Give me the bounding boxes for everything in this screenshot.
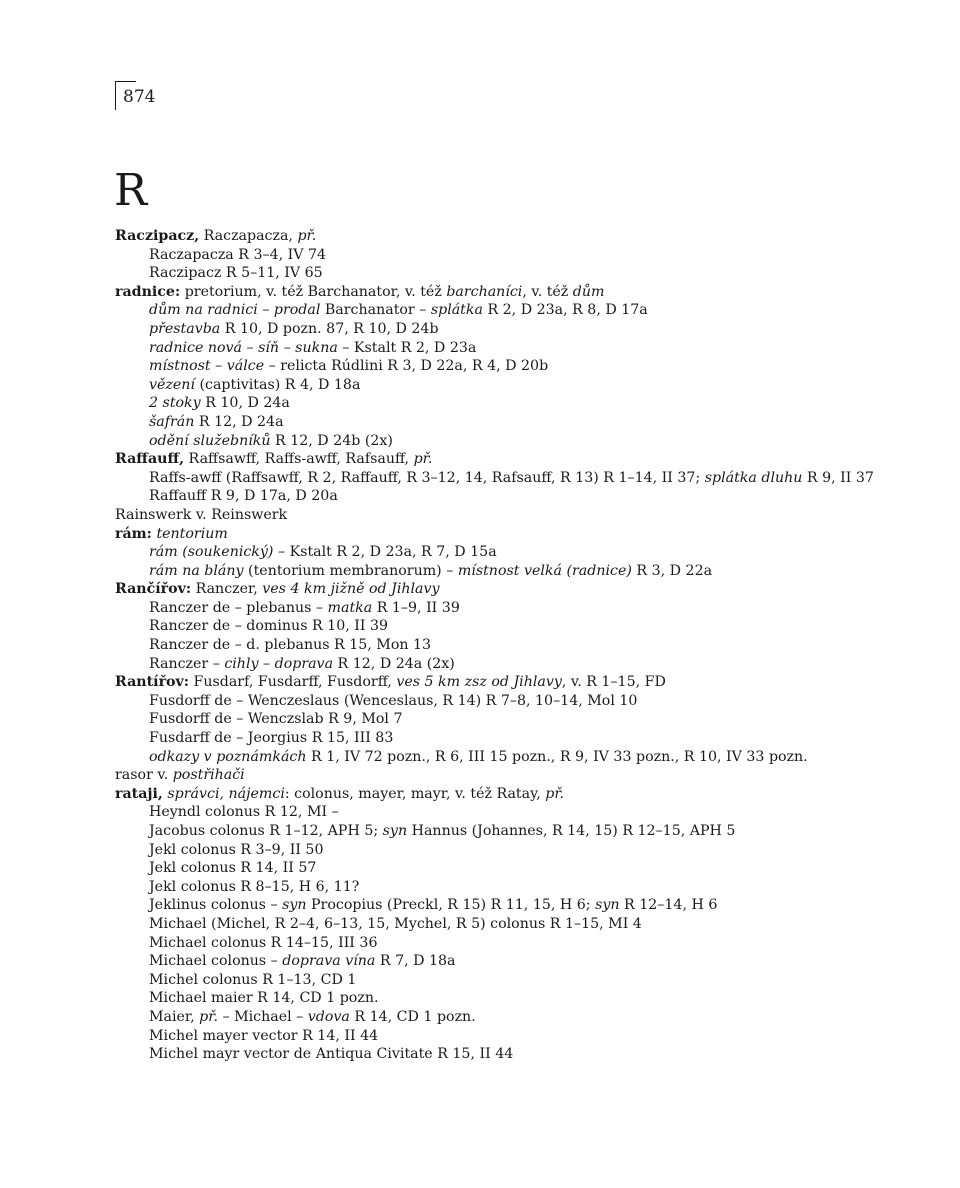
- italic-text: rám (soukenický): [149, 544, 274, 561]
- entry-text: Raffauff R 9, D 17a, D 20a: [149, 488, 338, 505]
- page-number: 874: [123, 87, 156, 107]
- entry-text: Michel mayr vector de Antiqua Civitate R 15, II 44: [149, 1046, 514, 1063]
- index-subentry-line: [115, 301, 855, 320]
- index-subentry-line: [115, 803, 855, 822]
- index-subentry-line: [115, 934, 855, 953]
- entry-text: Barchanator –: [320, 302, 431, 319]
- index-subentry-line: [115, 822, 855, 841]
- headword: Rantířov:: [115, 674, 189, 691]
- entry-text: R 9, II 37: [802, 469, 874, 486]
- index-headword-line: [115, 450, 855, 469]
- index-headword-line: [115, 525, 855, 544]
- index-subentry-line: [115, 320, 855, 339]
- italic-text: vězení: [149, 376, 195, 393]
- italic-text: přestavba: [149, 320, 221, 337]
- entry-text: Jekl colonus R 3–9, II 50: [149, 841, 324, 858]
- index-headword-line: [115, 673, 855, 692]
- index-subentry-line: [115, 989, 855, 1008]
- italic-text: dům na radnici – prodal: [149, 302, 321, 319]
- entry-text: Ranczer –: [149, 655, 225, 672]
- entry-text: (tentorium membranorum) –: [243, 562, 458, 579]
- italic-text: radnice nová – síň – sukna: [149, 339, 338, 356]
- headword: rám:: [115, 525, 152, 542]
- entry-text: Heyndl colonus R 12, MI –: [149, 804, 339, 821]
- index-subentry-line: [115, 562, 855, 581]
- entry-text: R 1–9, II 39: [372, 599, 460, 616]
- entry-text: Ranczer de – plebanus –: [149, 599, 328, 616]
- entry-text: R 14, CD 1 pozn.: [349, 1008, 476, 1025]
- entry-text: R 7, D 18a: [375, 953, 456, 970]
- italic-text: rám na blány: [149, 562, 244, 579]
- index-subentry-line: [115, 487, 855, 506]
- entry-text: Jeklinus colonus –: [149, 897, 283, 914]
- entry-text: Fusdarf, Fusdarff, Fusdorff,: [189, 674, 397, 691]
- italic-text: vdova: [307, 1008, 350, 1025]
- index-entries: [115, 227, 874, 1064]
- index-subentry-line: [115, 692, 855, 711]
- entry-text: R 10, D 24a: [200, 395, 290, 412]
- entry-text: pretorium, v. též Barchanator, v. též: [180, 283, 447, 300]
- italic-text: odění služebníků: [149, 432, 271, 449]
- index-headword-line: [115, 580, 855, 599]
- entry-text: Michel mayer vector R 14, II 44: [149, 1027, 379, 1044]
- entry-text: Jekl colonus R 8–15, H 6, 11?: [149, 878, 360, 895]
- italic-text: př.: [199, 1008, 218, 1025]
- italic-text: př.: [545, 785, 565, 802]
- entry-text: R 10, D pozn. 87, R 10, D 24b: [220, 320, 439, 337]
- entry-text: Raffsawff, Raffs-awff, Rafsauff,: [184, 451, 414, 468]
- italic-text: syn: [382, 823, 408, 839]
- italic-text: cihly – doprava: [224, 655, 334, 672]
- index-subentry-line: [115, 1045, 855, 1064]
- entry-text: Michael colonus –: [149, 953, 283, 970]
- italic-text: ves 5 km zsz od Jihlavy: [396, 674, 562, 691]
- entry-text: Ranczer de – d. plebanus R 15, Mon 13: [149, 637, 432, 654]
- index-subentry-line: [115, 971, 855, 990]
- entry-text: – relicta Rúdlini R 3, D 22a, R 4, D 20b: [264, 358, 549, 375]
- index-subentry-line: [115, 432, 855, 451]
- index-headword-line: [115, 227, 855, 246]
- italic-text: syn: [595, 897, 620, 914]
- index-headword-line: [115, 785, 855, 804]
- index-subentry-line: [115, 729, 855, 748]
- index-subentry-line: [115, 915, 855, 934]
- index-subentry-line: [115, 952, 855, 971]
- entry-text: Fusdorff de – Wenczslab R 9, Mol 7: [149, 711, 403, 728]
- index-subentry-line: [115, 376, 855, 395]
- italic-text: matka: [327, 599, 373, 616]
- index-subentry-line: [115, 394, 855, 413]
- index-subentry-line: [115, 543, 855, 562]
- index-headword-line: [115, 506, 855, 525]
- index-subentry-line: [115, 748, 855, 767]
- entry-text: R 2, D 23a, R 8, D 17a: [482, 302, 648, 319]
- italic-text: šafrán: [149, 413, 195, 430]
- index-subentry-line: [115, 599, 855, 618]
- italic-text: doprava vína: [282, 953, 376, 970]
- entry-text: Ranczer de – dominus R 10, II 39: [149, 618, 389, 635]
- entry-text: Michael colonus R 14–15, III 36: [149, 934, 378, 951]
- italic-text: odkazy v poznámkách: [149, 748, 307, 765]
- entry-text: Ranczer,: [191, 581, 263, 598]
- headword: Rančířov:: [115, 581, 192, 598]
- italic-text: správci, nájemci: [167, 785, 285, 802]
- index-subentry-line: [115, 878, 855, 897]
- index-subentry-line: [115, 469, 874, 488]
- entry-text: , v. R 1–15, FD: [561, 674, 666, 691]
- entry-text: Jekl colonus R 14, II 57: [149, 860, 317, 877]
- index-headword-line: [115, 766, 855, 785]
- entry-text: R 12, D 24a: [194, 413, 284, 430]
- entry-text: R 12, D 24b (2x): [270, 432, 393, 449]
- index-subentry-line: [115, 357, 855, 376]
- italic-text: barchaníci: [446, 283, 523, 300]
- index-subentry-line: [115, 1027, 855, 1046]
- entry-text: Michael maier R 14, CD 1 pozn.: [149, 990, 379, 1007]
- entry-text: Raczapacza R 3–4, IV 74: [149, 246, 327, 263]
- index-subentry-line: [115, 1008, 855, 1027]
- italic-text: př.: [413, 451, 433, 468]
- index-subentry-line: [115, 841, 855, 860]
- entry-text: Rainswerk v. Reinswerk: [115, 506, 288, 523]
- entry-text: R 12, D 24a (2x): [333, 655, 455, 672]
- entry-text: , v. též: [522, 283, 573, 300]
- index-subentry-line: [115, 655, 855, 674]
- italic-text: místnost velká (radnice): [457, 562, 632, 579]
- entry-text: : colonus, mayer, mayr, v. též Ratay,: [284, 785, 546, 802]
- entry-text: Raczipacz R 5–11, IV 65: [149, 265, 323, 282]
- italic-text: postřihači: [172, 767, 245, 784]
- entry-text: – Kstalt R 2, D 23a: [337, 339, 477, 356]
- italic-text: tentorium: [156, 525, 228, 542]
- entry-text: R 1, IV 72 pozn., R 6, III 15 pozn., R 9, IV 33 pozn., R 10, IV 33 pozn.: [306, 748, 808, 765]
- entry-text: – Kstalt R 2, D 23a, R 7, D 15a: [273, 544, 497, 561]
- entry-text: Michel colonus R 1–13, CD 1: [149, 971, 357, 988]
- entry-text: Hannus (Johannes, R 14, 15) R 12–15, APH 5: [407, 823, 736, 839]
- headword: Raczipacz,: [115, 228, 200, 244]
- entry-text: – Michael –: [218, 1008, 308, 1025]
- index-subentry-line: [115, 636, 855, 655]
- index-subentry-line: [115, 859, 855, 878]
- index-subentry-line: [115, 896, 855, 915]
- italic-text: 2 stoky: [149, 395, 201, 412]
- headword: Raffauff,: [115, 451, 185, 468]
- headword: radnice:: [115, 283, 181, 300]
- entry-text: Raffs-awff (Raffsawff, R 2, Raffauff, R 3–12, 14, Rafsauff, R 13) R 1–14, II 37;: [149, 469, 705, 486]
- entry-text: Maier,: [149, 1008, 200, 1025]
- headword: rataji,: [115, 785, 163, 802]
- italic-text: dům: [572, 283, 605, 300]
- italic-text: syn: [282, 897, 307, 914]
- index-subentry-line: [115, 710, 855, 729]
- entry-text: rasor v.: [115, 767, 173, 784]
- entry-text: Fusdorff de – Wenczeslaus (Wenceslaus, R 14) R 7–8, 10–14, Mol 10: [149, 692, 638, 709]
- italic-text: splátka: [430, 302, 483, 319]
- entry-text: (captivitas) R 4, D 18a: [194, 376, 361, 393]
- index-headword-line: [115, 283, 855, 302]
- index-subentry-line: [115, 264, 855, 283]
- entry-text: Procopius (Preckl, R 15) R 11, 15, H 6;: [306, 897, 596, 914]
- entry-text: Raczapacza,: [199, 228, 298, 244]
- italic-text: ves 4 km jižně od Jihlavy: [262, 581, 440, 598]
- index-subentry-line: [115, 339, 855, 358]
- index-subentry-line: [115, 246, 855, 265]
- entry-text: R 12–14, H 6: [619, 897, 718, 914]
- italic-text: př.: [297, 228, 317, 244]
- index-subentry-line: [115, 413, 855, 432]
- entry-text: Michael (Michel, R 2–4, 6–13, 15, Mychel, R 5) colonus R 1–15, MI 4: [149, 915, 642, 932]
- italic-text: splátka dluhu: [704, 469, 803, 486]
- index-subentry-line: [115, 617, 855, 636]
- italic-text: místnost – válce: [149, 358, 265, 375]
- entry-text: Fusdarff de – Jeorgius R 15, III 83: [149, 730, 394, 747]
- section-letter-heading: R: [114, 165, 148, 216]
- entry-text: R 3, D 22a: [631, 562, 713, 579]
- entry-text: Jacobus colonus R 1–12, APH 5;: [149, 823, 383, 839]
